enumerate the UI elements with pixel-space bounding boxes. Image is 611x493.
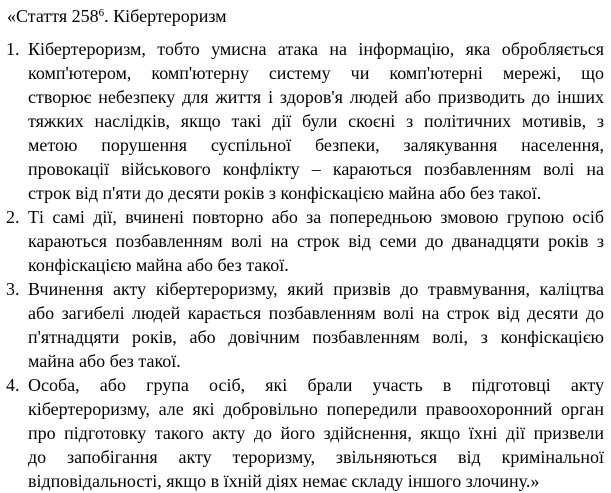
item-text-line: п'ятнадцяти років, або довічним позбавленням волі, з конфіскацією	[28, 327, 604, 347]
item-text-line: до запобігання акту тероризму, звільняються від кримінальної	[28, 447, 604, 467]
item-text-line: створює небезпеку для життя і здоров'я людей або призводить до інших	[28, 87, 604, 107]
item-text-line: про підготовку такого акту до його здійснення, якщо їхні дії призвели	[28, 423, 604, 443]
item-text-line: Вчинення акту кібертероризму, який призвів до травмування, каліцтва	[28, 279, 604, 299]
item-text-line: конфіскацією майна або без такої.	[28, 255, 289, 275]
item-number: 1.	[6, 39, 20, 59]
item-text-line: Кібертероризм, тобто умисна атака на інформацію, яка обробляється	[28, 39, 604, 59]
item-text-line: строк від п'яти до десяти років з конфіскацією майна або без такої.	[28, 183, 542, 203]
item-text	[28, 205, 604, 277]
item-text-line: комп'ютером, комп'ютерну систему чи комп'ютерні мережі, що	[28, 63, 604, 83]
item-text	[28, 373, 604, 493]
item-text	[28, 277, 604, 373]
item-number: 3.	[6, 279, 20, 299]
item-text-line: караються позбавленням волі на строк від семи до дванадцяти років з	[28, 231, 604, 251]
item-text-line: метою порушення суспільної безпеки, залякування населення,	[28, 135, 604, 155]
item-number: 2.	[6, 207, 20, 227]
article-heading	[7, 5, 227, 27]
item-text-line: або загибелі людей карається позбавленням волі на строк від десяти до	[28, 303, 604, 323]
item-text-line: Особа, або група осіб, які брали участь в підготовці акту	[28, 375, 604, 395]
heading-superscript: 6	[98, 7, 105, 19]
item-text	[28, 37, 604, 205]
item-number: 4.	[6, 375, 20, 395]
item-text-line: відповідальності, якщо в їхній діях немає складу іншого злочину.»	[28, 471, 540, 491]
item-text-line: Ті самі дії, вчинені повторно або за попередньою змовою групою осіб	[28, 207, 604, 227]
item-text-line: майна або без такої.	[28, 351, 181, 371]
item-text-line: тяжких наслідків, якщо такі дії були скоєні з політичних мотивів, з	[28, 111, 604, 131]
heading-suffix: . Кібертероризм	[104, 6, 227, 26]
item-text-line: кібертероризму, але які добровільно попередили правоохоронний орган	[28, 399, 604, 419]
item-text-line: провокації військового конфлікту – караються позбавленням волі на	[28, 159, 604, 179]
heading-prefix: «Стаття 258	[7, 6, 99, 26]
